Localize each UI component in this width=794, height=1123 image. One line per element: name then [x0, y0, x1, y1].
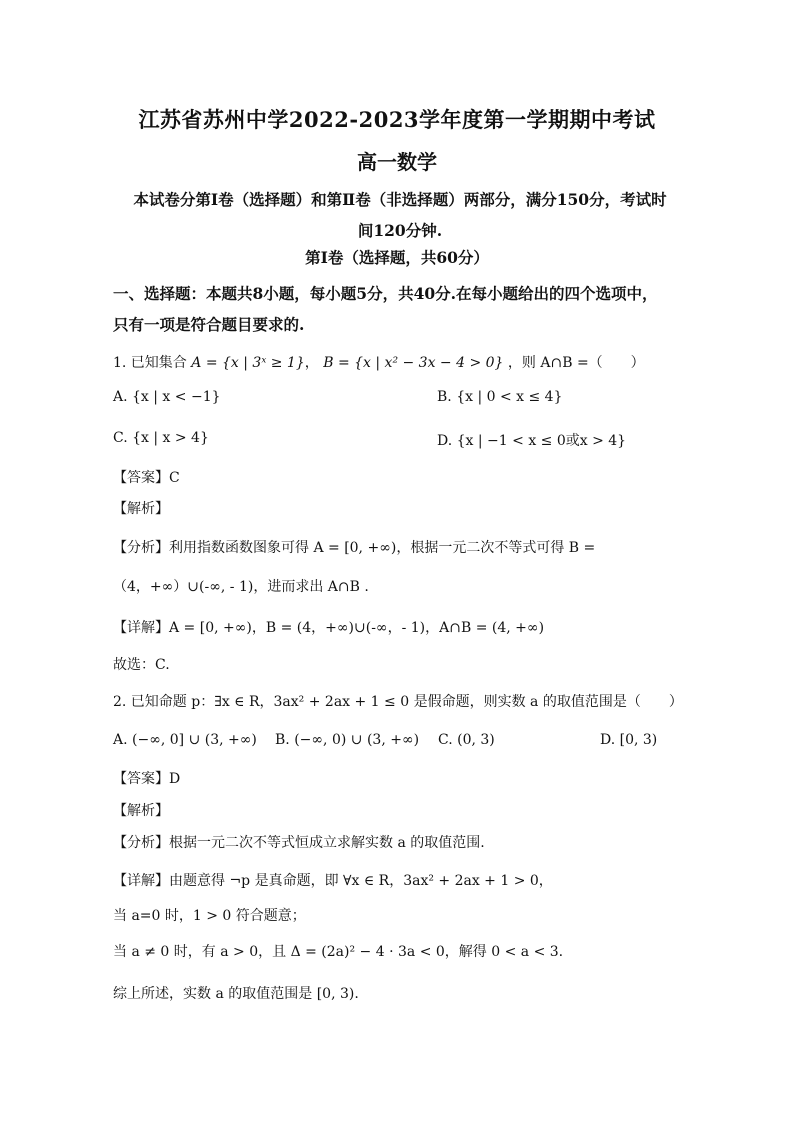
q1-option-d: D. {x | −1 < x ≤ 0或x > 4} — [437, 433, 627, 449]
q2-case-1: 当 a=0 时，1 > 0 符合题意； — [113, 908, 306, 924]
intro-line-2: 间120分钟. — [357, 221, 443, 240]
q1-analysis-label: 【解析】 — [113, 501, 169, 517]
q2-detail-text: 由题意得 ¬p 是真命题，即 ∀x ∈ R，3ax² + 2ax + 1 > 0， — [169, 873, 553, 889]
q1-fenxi-line-2: （4，+∞）∪(-∞, - 1)，进而求出 A∩B . — [113, 579, 369, 595]
section-heading — [113, 278, 693, 340]
q1-detail-text: A = [0, +∞)，B = (4，+∞)∪(-∞，- 1)，A∩B = (4, +∞) — [169, 620, 545, 636]
q1-answer-value: C — [169, 470, 180, 486]
intro-line-1: 本试卷分第Ⅰ卷（选择题）和第Ⅱ卷（非选择题）两部分，满分150分，考试时 — [133, 190, 667, 209]
q1-set-b: B = {x | x² − 3x − 4 > 0} — [323, 355, 504, 371]
q1-detail-label: 【详解】 — [113, 620, 169, 636]
q1-conclusion: 故选：C. — [113, 657, 170, 673]
exam-title: 江苏省苏州中学2022-2023学年度第一学期期中考试 — [138, 107, 656, 132]
q1-detail — [113, 617, 544, 637]
q1-answer — [113, 467, 180, 487]
q2-option-b: B. (−∞, 0) ∪ (3, +∞) — [275, 732, 420, 748]
q1-fenxi-text-1: 利用指数函数图象可得 A = [0, +∞)，根据一元二次不等式可得 B = — [169, 540, 596, 556]
q2-summary: 综上所述，实数 a 的取值范围是 [0, 3). — [113, 986, 359, 1002]
q1-option-b: B. {x | 0 < x ≤ 4} — [437, 389, 563, 405]
q2-detail — [113, 870, 553, 890]
q1-stem-suffix: ，则 A∩B =（ ） — [507, 355, 645, 371]
q2-option-d: D. [0, 3) — [600, 732, 658, 748]
exam-intro — [110, 184, 690, 246]
q2-answer-value: D — [169, 771, 181, 787]
q2-fenxi — [113, 832, 485, 852]
q2-answer-label: 【答案】 — [113, 771, 169, 787]
q2-stem: 2. 已知命题 p：∃x ∈ R，3ax² + 2ax + 1 ≤ 0 是假命题，则实数 a 的取值范围是（ ） — [113, 694, 683, 710]
section-line-1: 一、选择题：本题共8小题，每小题5分，共40分.在每小题给出的四个选项中， — [113, 284, 658, 303]
part-title: 第Ⅰ卷（选择题，共60分） — [305, 248, 489, 267]
q2-answer — [113, 768, 180, 788]
q2-case-2: 当 a ≠ 0 时，有 a > 0，且 Δ = (2a)² − 4 · 3a < 0，解得 0 < a < 3. — [113, 944, 564, 960]
q1-fenxi-line-1 — [113, 537, 595, 557]
q2-option-a: A. (−∞, 0] ∪ (3, +∞) — [113, 732, 257, 748]
q1-option-a: A. {x | x < −1} — [113, 389, 221, 405]
q2-option-c: C. (0, 3) — [438, 732, 495, 748]
q1-fenxi-label: 【分析】 — [113, 540, 169, 556]
q2-analysis-label: 【解析】 — [113, 803, 169, 819]
q2-fenxi-label: 【分析】 — [113, 835, 169, 851]
q1-stem-prefix: 1. 已知集合 — [113, 355, 187, 371]
q1-answer-label: 【答案】 — [113, 470, 169, 486]
q1-stem: 1. 已知集合 A = {x | 3ˣ ≥ 1}， B = {x | x² − 3x − 4 > 0} ，则 A∩B =（ ） — [113, 355, 645, 371]
q1-set-a: A = {x | 3ˣ ≥ 1} — [191, 355, 305, 371]
q1-option-c: C. {x | x > 4} — [113, 430, 209, 446]
q2-detail-label: 【详解】 — [113, 873, 169, 889]
section-line-2: 只有一项是符合题目要求的. — [113, 315, 305, 334]
subject-title: 高一数学 — [357, 150, 437, 174]
q2-fenxi-text: 根据一元二次不等式恒成立求解实数 a 的取值范围. — [169, 835, 485, 851]
